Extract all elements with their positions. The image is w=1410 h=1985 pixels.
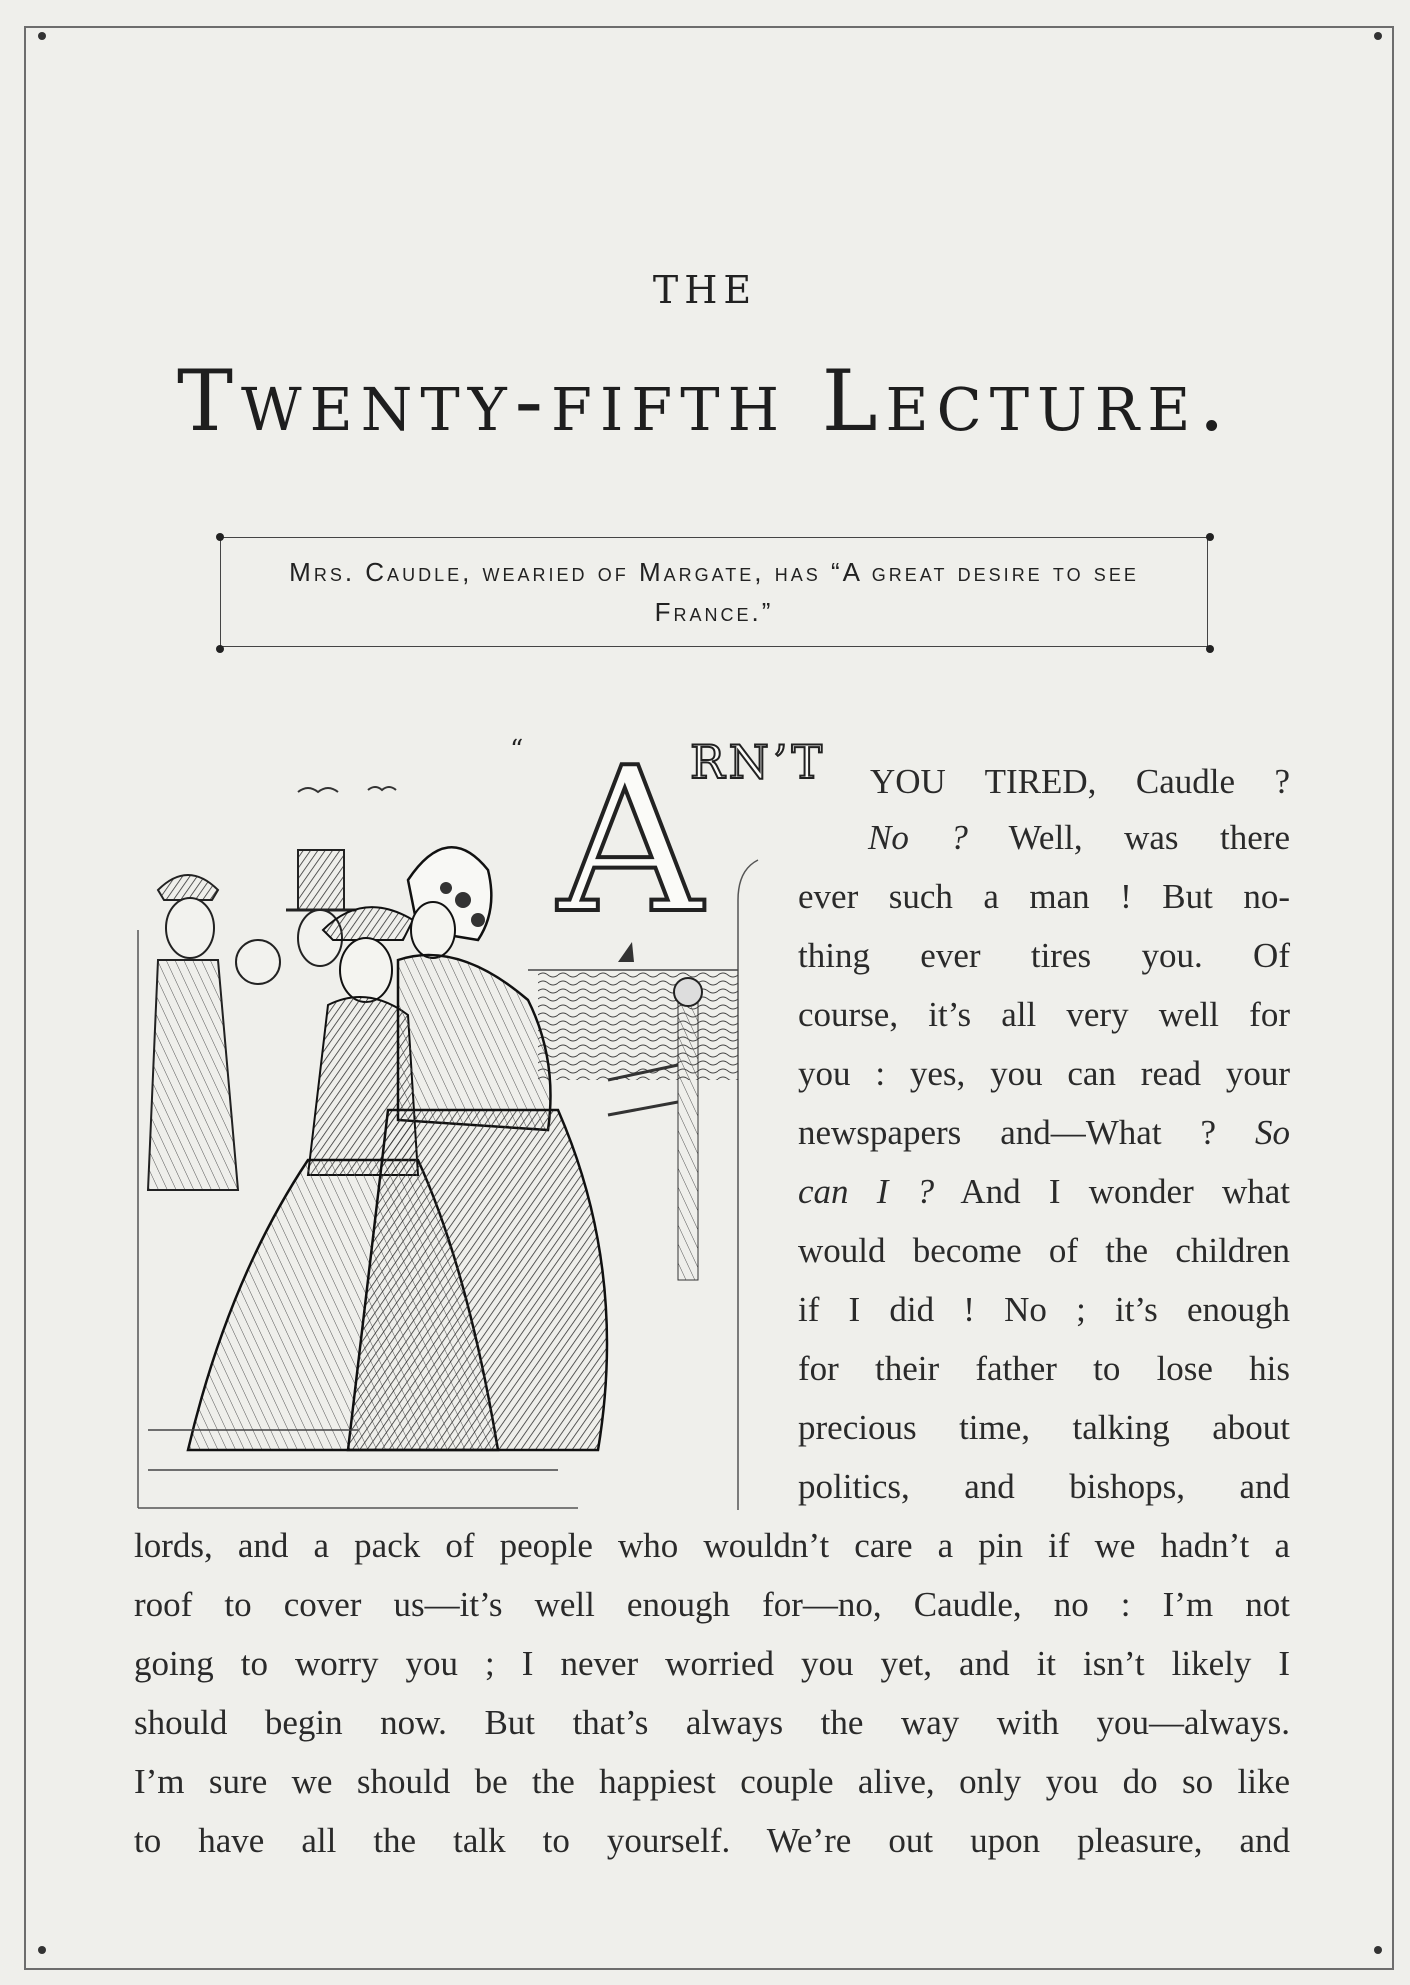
corner-ornament <box>1374 32 1382 40</box>
text-italic: No ? <box>868 818 968 857</box>
engraving-illustration <box>138 725 827 1510</box>
box-corner-dot <box>216 645 224 653</box>
box-corner-dot <box>216 533 224 541</box>
text-run: And I wonder what <box>934 1172 1290 1211</box>
text-line-7 <box>798 1108 1290 1158</box>
text-line-8 <box>798 1167 1290 1217</box>
corner-ornament <box>1374 1946 1382 1954</box>
heading-the: THE <box>652 268 758 312</box>
text-line-19: to have all the talk to yourself. We’re out upon pleasure, and <box>134 1821 1290 1860</box>
text-line-18: I’m sure we should be the happiest couple alive, only you do so like <box>134 1762 1290 1801</box>
text-line-5: course, it’s all very well for <box>798 995 1290 1034</box>
text-line-9: would become of the children <box>798 1231 1290 1270</box>
open-quote: “ <box>510 735 524 765</box>
text-italic: So <box>1255 1113 1290 1152</box>
text-line-4: thing ever tires you. Of <box>798 936 1290 975</box>
text-run: Well, was there <box>967 818 1290 857</box>
text-line-11: for their father to lose his <box>798 1349 1290 1388</box>
sea <box>538 970 738 1080</box>
crinoline-right <box>348 1110 607 1450</box>
text-line-14: lords, and a pack of people who wouldn’t care a pin if we hadn’t a <box>134 1526 1290 1565</box>
text-line-3: ever such a man ! But no- <box>798 877 1290 916</box>
corner-ornament <box>38 1946 46 1954</box>
text-line-16: going to worry you ; I never worried you yet, and it isn’t likely I <box>134 1644 1290 1683</box>
lecture-title: Twenty-fifth Lecture. <box>177 352 1233 450</box>
text-line-6: you : yes, you can read your <box>798 1054 1290 1093</box>
box-corner-dot <box>1206 645 1214 653</box>
text-italic: can I ? <box>798 1172 935 1211</box>
corner-ornament <box>38 32 46 40</box>
box-corner-dot <box>1206 533 1214 541</box>
text-line-2 <box>868 813 1290 863</box>
drop-cap-a: A <box>558 725 703 958</box>
text-line-15: roof to cover us—it’s well enough for—no, Caudle, no : I’m not <box>134 1585 1290 1624</box>
text-line-12: precious time, talking about <box>798 1408 1290 1447</box>
subtitle-box <box>220 537 1208 647</box>
text-line-10: if I did ! No ; it’s enough <box>798 1290 1290 1329</box>
drop-cap-continuation: RN’T <box>690 735 827 789</box>
text-run: newspapers and—What ? <box>798 1113 1255 1152</box>
text-line-1: YOU TIRED, Caudle ? <box>870 762 1290 801</box>
picture-frame-right <box>738 860 758 1510</box>
text-line-17: should begin now. But that’s always the way with you—always. <box>134 1703 1290 1742</box>
subtitle-text: Mrs. Caudle, wearied of Margate, has “A great desire to see France.” <box>289 557 1139 627</box>
text-line-13: politics, and bishops, and <box>798 1467 1290 1506</box>
